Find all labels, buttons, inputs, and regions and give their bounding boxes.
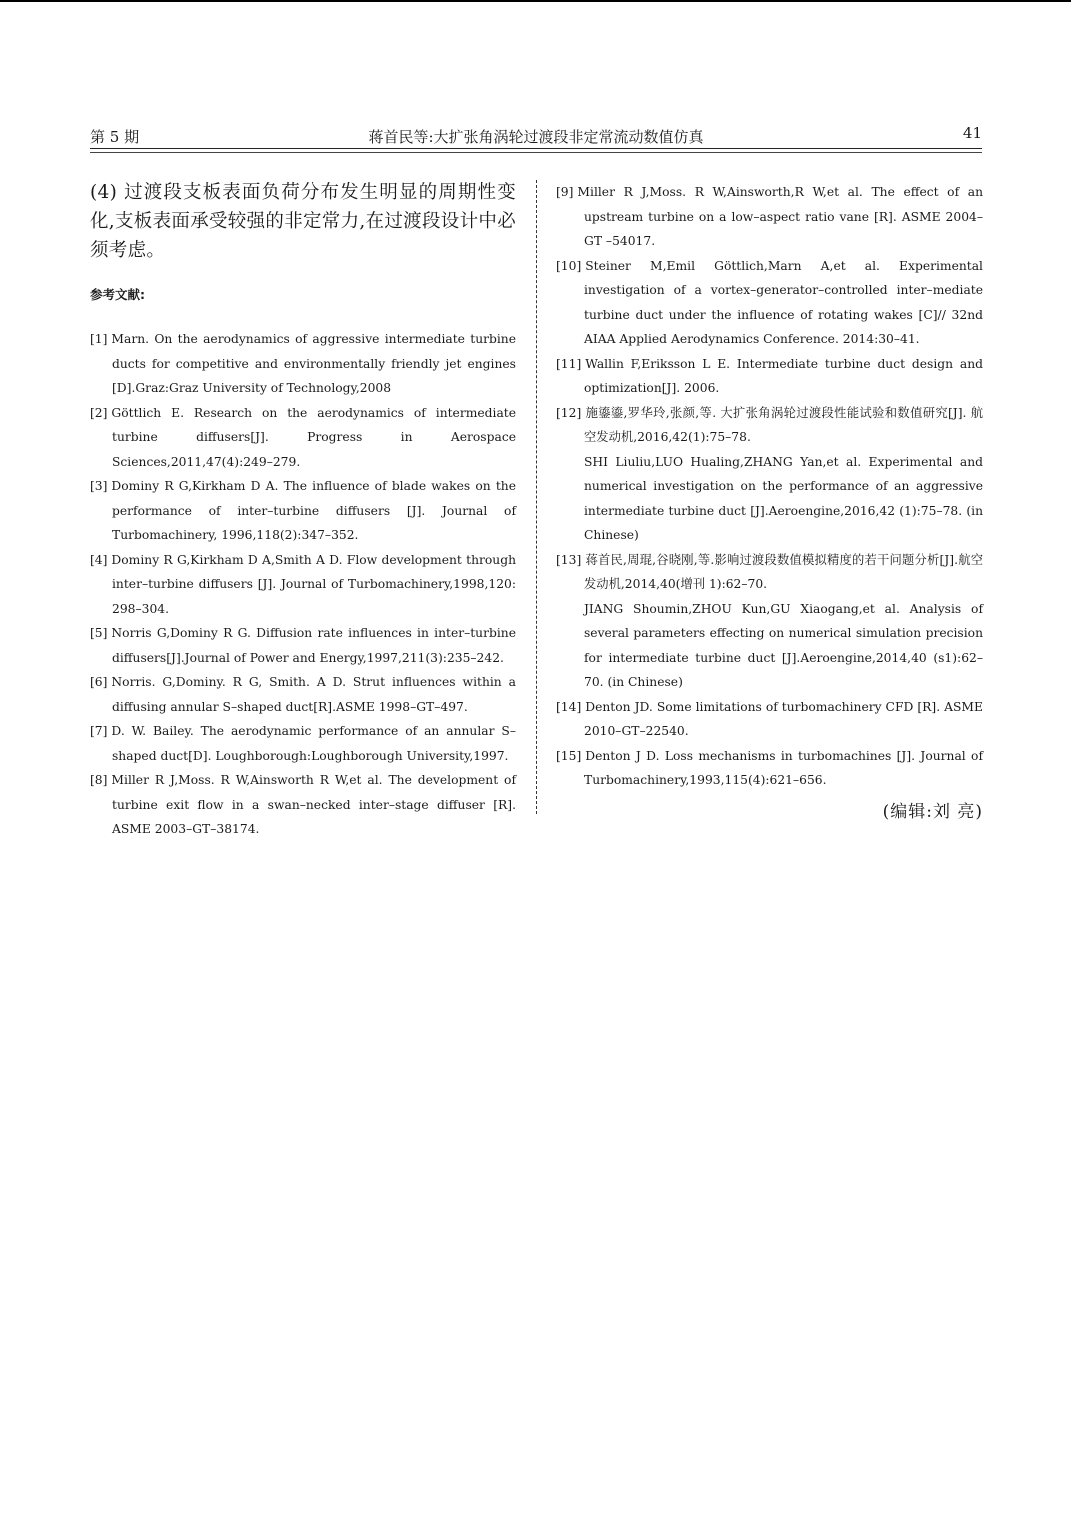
- reference-number: [8]: [90, 773, 108, 787]
- reference-text: Norris G,Dominy R G. Diffusion rate influences in inter–turbine diffusers[J].Journal of Power and Energy,1997,211(3):235–242.: [111, 626, 516, 665]
- reference-number: [10]: [556, 258, 582, 273]
- reference-text: Marn. On the aerodynamics of aggressive intermediate turbine ducts for competitive and environmentally friendly jet engines [D].Graz:Graz University of Technology,2008: [111, 332, 516, 395]
- reference-item: [556, 695, 983, 744]
- reference-text: 蒋首民,周琨,谷晓刚,等.影响过渡段数值模拟精度的若干问题分析[J].航空发动机,2014,40(增刊 1):62–70.: [584, 552, 983, 591]
- conclusion-paragraph: (4) 过渡段支板表面负荷分布发生明显的周期性变化,支板表面承受较强的非定常力,在过渡段设计中必须考虑。: [90, 182, 516, 261]
- references-list-left: [90, 327, 516, 842]
- reference-item: [90, 719, 516, 768]
- column-divider: [536, 180, 537, 814]
- top-border-line: [0, 0, 1071, 2]
- references-heading: 参考文献:: [90, 287, 145, 302]
- reference-item: [90, 621, 516, 670]
- reference-item: [556, 744, 983, 793]
- reference-text: D. W. Bailey. The aerodynamic performance of an annular S–shaped duct[D]. Loughborough:Loughborough University,1997.: [111, 724, 516, 763]
- reference-number: [7]: [90, 724, 108, 738]
- reference-number: [4]: [90, 552, 108, 567]
- reference-item: [90, 474, 516, 548]
- reference-item: [90, 548, 516, 622]
- reference-text: Denton J D. Loss mechanisms in turbomachines [J]. Journal of Turbomachinery,1993,115(4):621–656.: [584, 748, 983, 787]
- reference-number: [13]: [556, 552, 582, 567]
- reference-number: [9]: [556, 185, 574, 199]
- reference-text: Steiner M,Emil Göttlich,Marn A,et al. Experimental investigation of a vortex–generator–controlled inter–mediate turbine duct under the influence of rotating wakes [C]// 32nd AIAA Applied Aerodynamics Conference. 2014:30–41.: [584, 258, 983, 346]
- reference-item: [90, 670, 516, 719]
- reference-item: [556, 401, 983, 450]
- reference-text: Göttlich E. Research on the aerodynamics of intermediate turbine diffusers[J]. Progress in Aerospace Sciences,2011,47(4):249–279.: [111, 405, 516, 469]
- reference-text: Miller R J,Moss. R W,Ainsworth R W,et al. The development of turbine exit flow in a swan–necked inter–stage diffuser [R]. ASME 2003–GT–38174.: [111, 773, 516, 836]
- reference-number: [11]: [556, 356, 582, 371]
- reference-number: [6]: [90, 675, 108, 689]
- editor-note: (编辑:刘 亮): [882, 801, 983, 822]
- right-column: [556, 180, 983, 822]
- reference-item: [90, 768, 516, 842]
- running-title: 蒋首民等:大扩张角涡轮过渡段非定常流动数值仿真: [368, 128, 704, 146]
- reference-translation: SHI Liuliu,LUO Hualing,ZHANG Yan,et al. Experimental and numerical investigation on the performance of an aggressive intermediate turbine duct [J].Aeroengine,2016,42 (1):75–78. (in Chinese): [584, 454, 983, 542]
- reference-text: Wallin F,Eriksson L E. Intermediate turbine duct design and optimization[J]. 2006.: [584, 356, 983, 395]
- reference-item: [90, 327, 516, 401]
- reference-text: Denton JD. Some limitations of turbomachinery CFD [R]. ASME 2010–GT–22540.: [584, 699, 983, 738]
- reference-item: [90, 401, 516, 475]
- left-column: [90, 178, 516, 842]
- reference-text: 施鎏鎏,罗华玲,张颜,等. 大扩张角涡轮过渡段性能试验和数值研究[J]. 航空发动机,2016,42(1):75–78.: [584, 405, 983, 444]
- reference-number: [3]: [90, 479, 108, 493]
- issue-label: 第 5 期: [90, 128, 140, 146]
- page-header: [90, 122, 982, 149]
- reference-item: [556, 352, 983, 401]
- reference-text: Miller R J,Moss. R W,Ainsworth,R W,et al. The effect of an upstream turbine on a low–aspect ratio vane [R]. ASME 2004– GT –54017.: [577, 185, 983, 248]
- reference-item: [556, 180, 983, 254]
- reference-text: Dominy R G,Kirkham D A,Smith A D. Flow development through inter–turbine diffusers [J]. Journal of Turbomachinery,1998,120: 298–304.: [111, 552, 516, 616]
- reference-text: Norris. G,Dominy. R G, Smith. A D. Strut influences within a diffusing annular S–shaped duct[R].ASME 1998–GT–497.: [111, 675, 516, 714]
- reference-number: [14]: [556, 699, 582, 714]
- reference-translation: JIANG Shoumin,ZHOU Kun,GU Xiaogang,et al. Analysis of several parameters effecting on numerical simulation precision for intermediate turbine duct [J].Aeroengine,2014,40 (s1):62–70. (in Chinese): [584, 601, 983, 689]
- header-rule: [90, 152, 982, 153]
- reference-number: [1]: [90, 332, 108, 346]
- reference-item: [556, 254, 983, 352]
- references-list-right: [556, 180, 983, 793]
- page-number: 41: [962, 124, 982, 142]
- reference-number: [15]: [556, 748, 582, 763]
- reference-number: [5]: [90, 626, 108, 640]
- reference-number: [2]: [90, 405, 108, 420]
- reference-number: [12]: [556, 405, 582, 420]
- reference-item: [556, 548, 983, 597]
- reference-text: Dominy R G,Kirkham D A. The influence of blade wakes on the performance of inter–turbine diffusers [J]. Journal of Turbomachinery, 1996,118(2):347–352.: [111, 479, 516, 542]
